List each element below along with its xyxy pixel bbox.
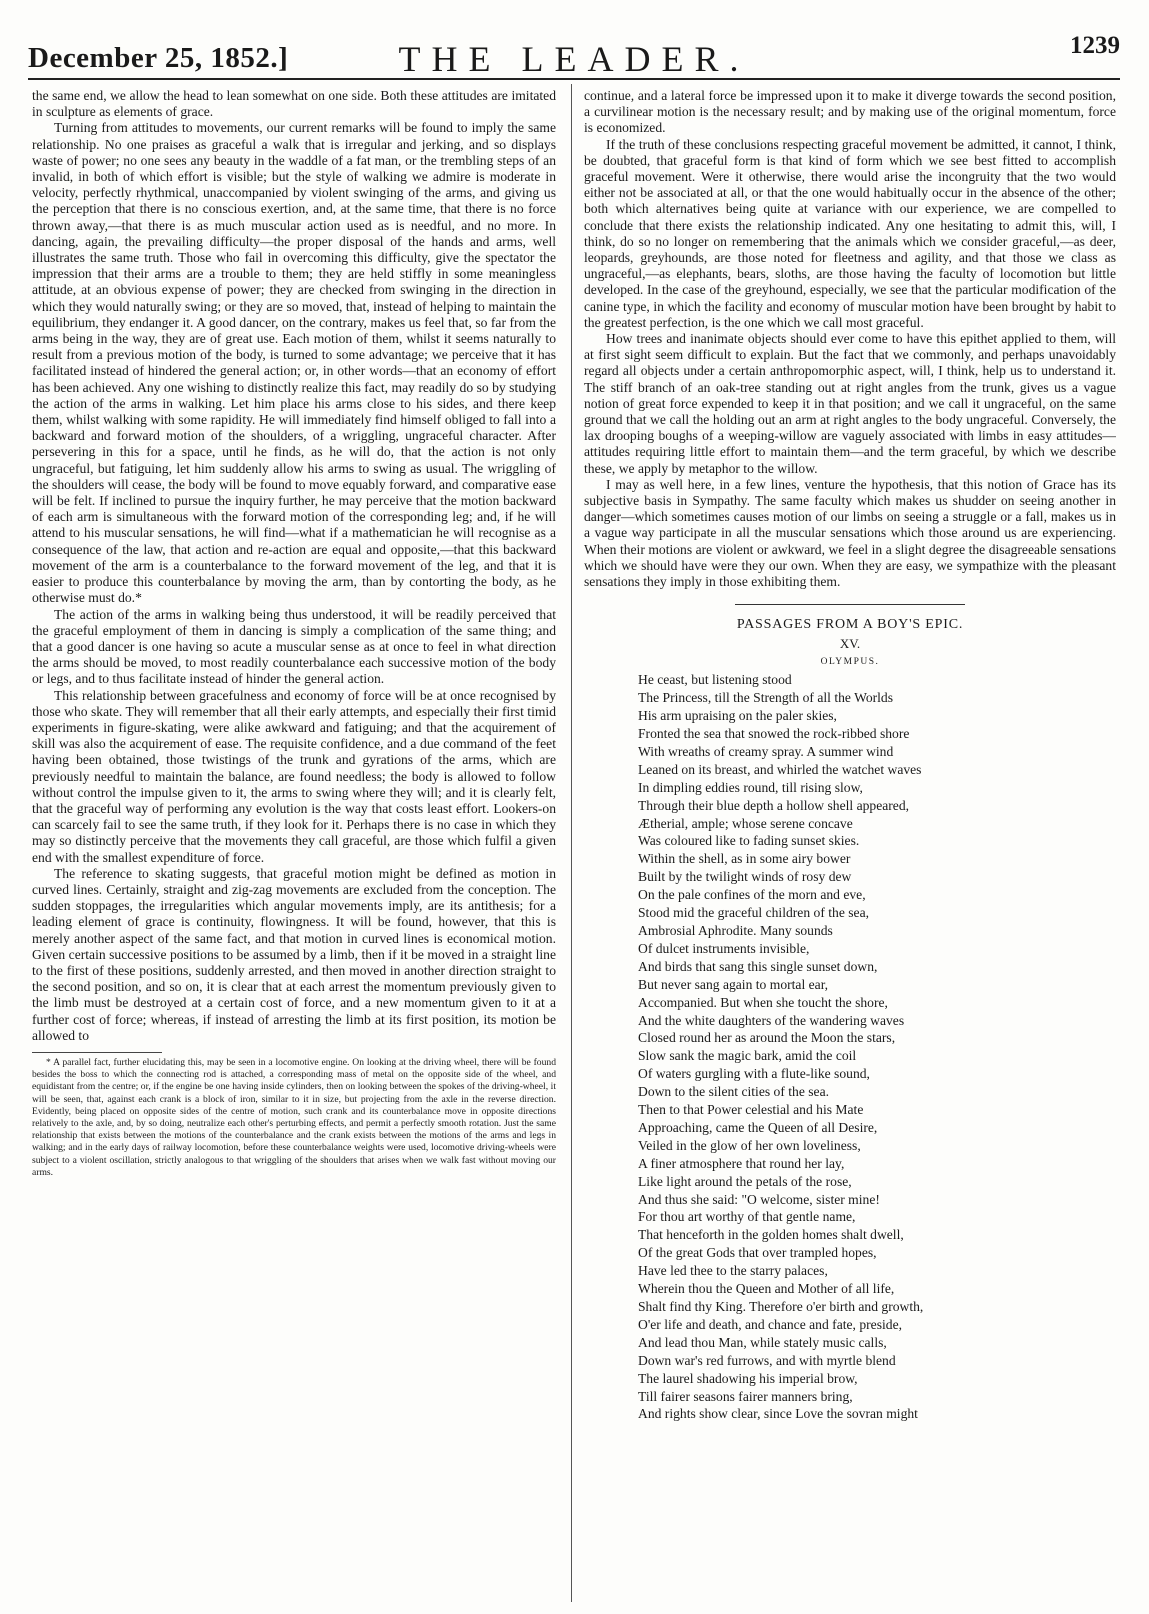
issue-date: December 25, 1852.] xyxy=(28,42,289,74)
poem-line: And the white daughters of the wandering waves xyxy=(638,1012,905,1028)
poem-line: A finer atmosphere that round her lay, xyxy=(638,1155,845,1171)
poem-line: Of waters gurgling with a flute-like sound, xyxy=(638,1066,870,1082)
poem-line: Accompanied. But when she toucht the shore, xyxy=(638,994,888,1010)
paragraph: How trees and inanimate objects should ever come to have this epithet applied to them, will at first sight seem difficult to explain. But the fact that we commonly, and perhaps unavoidably regard all objects under a certain anthropomorphic aspect, will, I think, help us to understand it. The stiff branch of an oak-tree standing out at right angles from the trunk, gives us a vague notion of great force expended to keep it in that position; and we call it ungraceful, on the same ground that we call the holding out an arm at right angles to the body ungraceful. Conversely, the lax drooping boughs of a weeping-willow are vaguely associated with limbs in easy attitudes—attitudes requiring little effort to maintain them—and the term graceful, by which we describe these, we apply by metaphor to the willow. xyxy=(584,331,1116,476)
poem-line: Stood mid the graceful children of the sea, xyxy=(638,905,870,921)
poem-line: With wreaths of creamy spray. A summer wind xyxy=(638,743,894,759)
page-number: 1239 xyxy=(1070,32,1120,59)
poem-line: And thus she said: "O welcome, sister mine! xyxy=(638,1191,880,1207)
poem-line: Within the shell, as in some airy bower xyxy=(638,851,851,867)
poem-line: Leaned on its breast, and whirled the watchet waves xyxy=(638,761,922,777)
poem-line: That henceforth in the golden homes shalt dwell, xyxy=(638,1227,904,1243)
paragraph: The action of the arms in walking being thus understood, it will be readily perceived that the graceful employment of them in dancing is simply a complication of the same thing; and that a good dancer is one having so acute a muscular sense as at once to feel in what direction the arms should be moved, to most readily counterbalance each successive motion of the body or legs, and to thus facilitate instead of hinder the general action. xyxy=(32,606,556,687)
paragraph: The reference to skating suggests, that graceful motion might be defined as motion in curved lines. Certainly, straight and zig-zag movements are excluded from the conception. The sudden stoppages, the irregularities which angular movements imply, are its antithesis; for a leading element of grace is continuity, flowingness. It will be found, however, that this is merely another aspect of the same fact, and that motion in curved lines is economical motion. Given certain successive positions to be assumed by a limb, then if it be moved in a straight line to the first of these positions, suddenly arrested, and then moved in another direction straight to the second position, and so on, it is clear that at each arrest the momentum previously given to the limb must be destroyed at a certain cost of force, and a new momentum given to it at a further cost of force; whereas, if instead of arresting the limb at its first position, its motion be allowed to xyxy=(32,865,556,1043)
newspaper-title: THE LEADER. xyxy=(398,39,750,79)
poem-line: O'er life and death, and chance and fate, preside, xyxy=(638,1316,902,1332)
poem-line: And rights show clear, since Love the sovran might xyxy=(638,1406,918,1422)
poem-line: Down to the silent cities of the sea. xyxy=(638,1084,830,1100)
section-separator xyxy=(735,604,965,605)
poem-line: Have led thee to the starry palaces, xyxy=(638,1263,828,1279)
poem-line: But never sang again to mortal ear, xyxy=(638,976,829,992)
section-subtitle: OLYMPUS. xyxy=(820,657,880,668)
poem-line: Through their blue depth a hollow shell appeared, xyxy=(638,797,910,813)
paragraph: If the truth of these conclusions respecting graceful movement be admitted, it cannot, I think, be doubted, that graceful form is that kind of form which we see best fitted to accomplish graceful movement. Were it otherwise, there would arise the incongruity that the two would either not be associated at all, or that the one would habitually occur in the absence of the other; both which alternatives being quite at variance with our experience, we are compelled to conclude that there exists the relationship indicated. Any one hesitating to admit this, will, I think, do so no longer on remembering that the animals which we consider graceful,—as deer, leopards, greyhounds, are those noted for fleetness and agility, and that those we class as ungraceful,—as elephants, bears, sloths, are those having the faculty of locomotion but little developed. In the case of the greyhound, especially, we see that the particular modification of the canine type, in which the facility and economy of muscular motion have been brought by habit to the greatest perfection, is the one which we call most graceful. xyxy=(584,136,1116,330)
poem-line: Closed round her as around the Moon the stars, xyxy=(638,1030,896,1046)
poem-line: Wherein thou the Queen and Mother of all life, xyxy=(638,1281,895,1297)
right-column xyxy=(584,88,1116,1604)
paragraph: Turning from attitudes to movements, our current remarks will be found to imply the same relationship. No one praises as graceful a walk that is irregular and jerking, and so displays waste of power; no one sees any beauty in the waddle of a fat man, or the trembling steps of an invalid, in both of which effort is visible; but the style of walking we admire is moderate in velocity, perfectly rhythmical, unaccompanied by violent swinging of the arms, and giving us the perception that there is no conscious exertion, and, at the same time, that there is no force thrown away,—that there is as much muscular action used as is needful, and no more. In dancing, again, the prevailing difficulty—the proper disposal of the hands and arms, well illustrates the same truth. Those who fail in overcoming this difficulty, give the spectator the impression that their arms are a trouble to them; they are held stiffly in some meaningless attitude, at an obvious expense of power; they are checked from swinging in the direction in which they would naturally swing; or they are so moved, that, instead of helping to maintain the equilibrium, they endanger it. A good dancer, on the contrary, makes us feel that, so far from the arms being in the way, they are of great use. Each motion of them, whilst it seems naturally to result from a previous motion of the body, is turned to some advantage; we perceive that it has facilitated instead of hindered the general action; or, in other words—that an economy of effort has been achieved. Any one wishing to distinctly realize this fact, may readily do so by studying the action of the arms in walking. Let him place his arms close to his sides, and there keep them, whilst walking with some rapidity. He will immediately find himself obliged to fall into a backward and forward motion of the shoulders, of a wriggling, ungraceful character. After persevering in this for a space, until he finds, as he will do, that the action is not only ungraceful, but fatiguing, let him suddenly allow his arms to swing as usual. The wriggling of the shoulders will cease, the body will be found to move equably forward, and comparative ease will be felt. If inclined to pursue the inquiry further, he may perceive that the motion backward of each arm is simultaneous with the forward motion of the corresponding leg; and, if he will attend to his muscular sensations, he will find—what if a mathematician he will recognise as a consequence of the law, that action and re-action are equal and opposite,—that this backward movement of the arm is a counterbalance to the forward movement of the leg, and that it is easier to produce this counterbalance by moving the arm, than by contorting the body, as he otherwise must do.* xyxy=(32,120,556,606)
section-title: PASSAGES FROM A BOY'S EPIC. xyxy=(736,617,964,633)
poem-line: The Princess, till the Strength of all the Worlds xyxy=(638,690,894,706)
poem-line: Of the great Gods that over trampled hopes, xyxy=(638,1245,877,1261)
masthead xyxy=(28,26,1120,80)
poem-line: Ambrosial Aphrodite. Many sounds xyxy=(638,922,833,938)
poem-line: Down war's red furrows, and with myrtle blend xyxy=(638,1352,896,1368)
poem-line: Ætherial, ample; whose serene concave xyxy=(638,815,853,831)
poem-line: Till fairer seasons fairer manners bring, xyxy=(638,1388,853,1404)
column-divider xyxy=(571,84,572,1602)
poem-line: Then to that Power celestial and his Mate xyxy=(638,1102,864,1118)
poem-line: Fronted the sea that snowed the rock-ribbed shore xyxy=(638,726,910,742)
poem-line: Approaching, came the Queen of all Desire, xyxy=(638,1119,878,1135)
poem-line: Slow sank the magic bark, amid the coil xyxy=(638,1048,857,1064)
paragraph: I may as well here, in a few lines, venture the hypothesis, that this notion of Grace has its subjective basis in Sympathy. The same faculty which makes us shudder on seeing another in danger—which sometimes causes motion of our limbs on seeing a struggle or a fall, makes us in a vague way participate in all the muscular sensations which those around us are experiencing. When their motions are violent or awkward, we feel in a slight degree the disagreeable sensations which we should have were they our own. When they are easy, we sympathize with the pleasant sensations they imply in those exhibiting them. xyxy=(584,476,1116,590)
poem-line: And birds that sang this single sunset down, xyxy=(638,958,878,974)
poem-line: On the pale confines of the morn and eve, xyxy=(638,887,866,903)
left-column xyxy=(32,88,556,1604)
poem-line: For thou art worthy of that gentle name, xyxy=(638,1209,856,1225)
poem xyxy=(638,671,1116,1423)
poem-line: He ceast, but listening stood xyxy=(638,672,792,688)
section-number: XV. xyxy=(839,636,861,652)
poem-line: Veiled in the glow of her own loveliness, xyxy=(638,1137,861,1153)
poem-line: In dimpling eddies round, till rising slow, xyxy=(638,779,863,795)
footnote-rule xyxy=(32,1052,162,1053)
poem-line: The laurel shadowing his imperial brow, xyxy=(638,1370,858,1386)
poem-line: Was coloured like to fading sunset skies. xyxy=(638,833,860,849)
paragraph: continue, and a lateral force be impressed upon it to make it diverge towards the second position, a curvilinear motion is the necessary result; and by making use of the original momentum, force is economized. xyxy=(584,88,1116,136)
paragraph: the same end, we allow the head to lean somewhat on one side. Both these attitudes are imitated in sculpture as elements of grace. xyxy=(32,88,556,120)
poem-line: His arm upraising on the paler skies, xyxy=(638,708,837,724)
poem-line: Of dulcet instruments invisible, xyxy=(638,940,810,956)
poem-line: Like light around the petals of the rose, xyxy=(638,1173,852,1189)
poem-line: Shalt find thy King. Therefore o'er birth and growth, xyxy=(638,1299,924,1315)
footnote: * A parallel fact, further elucidating this, may be seen in a locomotive engine. On looking at the driving wheel, there will be found besides the boss to which the connecting rod is attached, a corresponding mass of metal on the opposite side of the wheel, and equidistant from the centre; or, if the engine be one having inside cylinders, then on looking between the spokes of the driving-wheel, it will be seen, that, against each crank is a block of iron, similar to it in size, but projecting from the axle in the reverse direction. Evidently, being placed on opposite sides of the centre of motion, such crank and its counterbalance move in opposite directions relatively to the axle, and, by so doing, neutralize each other's perturbing effects, and permit a perfectly smooth rotation. Just the same relationship that exists between the motions of the counterbalance and the crank exists between the motions of the arms and legs in walking; and in the early days of railway locomotion, before these counterbalance weights were used, locomotive driving-wheels were subject to a violent oscillation, strictly analogous to that wriggling of the shoulders that arises when we walk fast without moving our arms. xyxy=(32,1056,556,1178)
poem-line: Built by the twilight winds of rosy dew xyxy=(638,869,852,885)
poem-line: And lead thou Man, while stately music calls, xyxy=(638,1334,887,1350)
paragraph: This relationship between gracefulness and economy of force will be at once recognised by those who skate. They will remember that all their early attempts, and especially their first timid experiments in figure-skating, were alike awkward and fatiguing; and that the acquirement of skill was also the acquirement of ease. The requisite confidence, and a due command of the feet having been obtained, those twistings of the trunk and gyrations of the arms, which are previously needful to maintain the balance, are found needless; the body is allowed to follow without control the impulse given to it, the arms to swing where they will; and it is clearly felt, that the graceful way of performing any evolution is the way that costs least effort. Lookers-on can scarcely fail to see the same truth, if they look for it. Perhaps there is no case in which they may so distinctly perceive that the movements they call graceful, are those which fulfil a given end with the smallest expenditure of force. xyxy=(32,687,556,865)
